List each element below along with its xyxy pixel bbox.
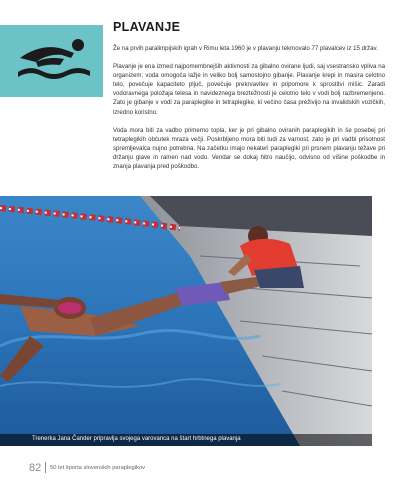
- page-number: 82: [29, 462, 42, 474]
- photo-caption: Trenerka Jana Čander pripravlja svojega varovanca na štart hrbtnega plavanja: [32, 436, 241, 442]
- article-text: [113, 44, 385, 180]
- page-title: PLAVANJE: [113, 20, 181, 34]
- publication-title: 50 let športa slovenskih paraplegikov: [50, 465, 146, 471]
- paragraph: Voda mora biti za vadbo primerno topla, ker je pri gibalno oviranih paraplegikih in še posebej pri tetraplegikih občutek mraza večji. Poskrbljeno mora biti tudi za varnost, zato je pri vadbi prisotnost spremljevalca nujno potrebna. Na začetku imajo nekateri paraplegiki pri prsnem plavanju težave pri držanju glave in ramen nad vodo. Vendar se dokaj hitro naučijo, odvisno od višine poškodbe in znanja plavanja pred poškodbo.: [113, 126, 385, 171]
- paragraph: Že na prvih paralimpijskih igrah v Rimu leta 1960 je v plavanju tekmovalo 77 plavalcev iz 15 držav.: [113, 45, 378, 52]
- footer-divider: [45, 462, 46, 473]
- swimming-photo: [0, 196, 372, 446]
- swimmer-icon: [14, 36, 92, 84]
- paragraph: Plavanje je ena izmed najpomembnejših aktivnosti za gibalno ovirane ljudi, saj vsestransko vpliva na organizem; voda omogoča lažje in veliko bolj samostojno gibanje. Plavanje krepi in masira celotno telo, povečuje kapaciteto pljuč, povečuje prekrvavitev in pripomore k sprostitvi mišic. Zaradi vodoravnega položaja telesa in navideznega breztežnosti je celotno telo v vodi bolj razbremenjeno. Zato je gibanje v vodi za paraplegike in tetraplegike, ki večino časa preživijo na invalidskih vozičkih, izredno koristno.: [113, 63, 385, 116]
